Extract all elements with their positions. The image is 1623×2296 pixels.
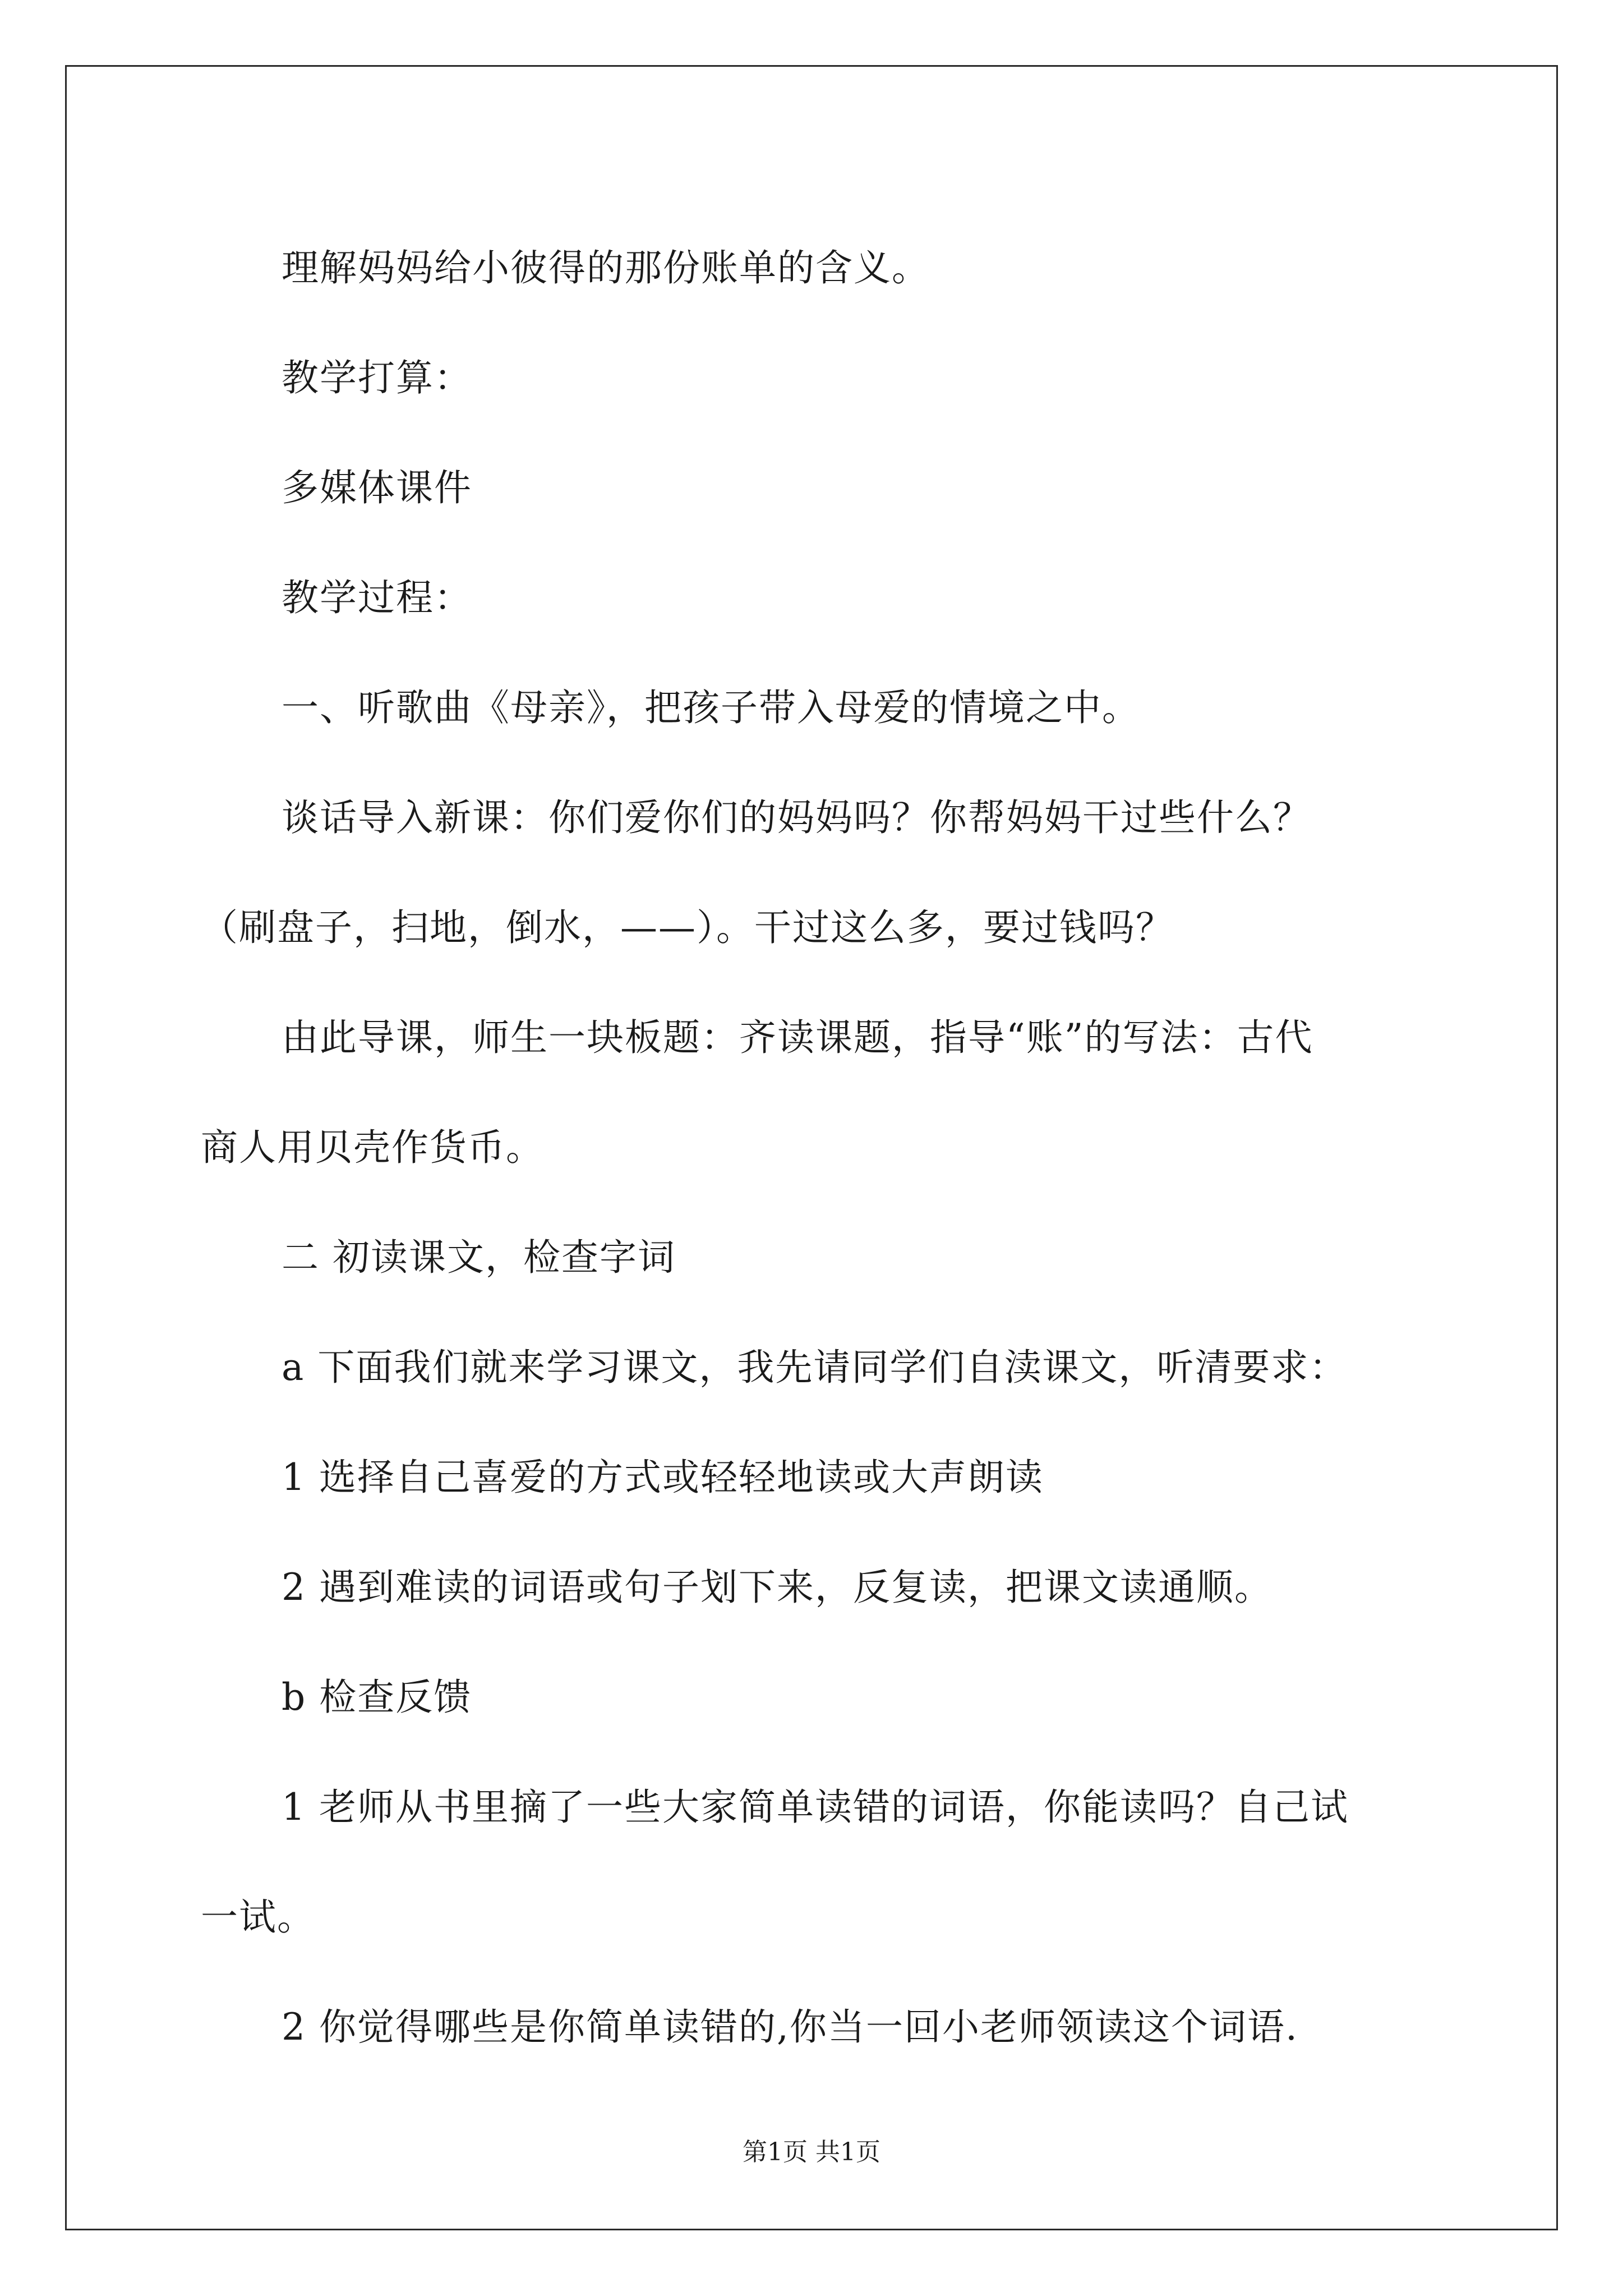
paragraph-9: a 下面我们就来学习课文，我先请同学们自渎课文，听清要求： [282,1346,1348,1389]
paragraph-6-continued: （刷盘子，扫地，倒水，——）。干过这么多，要过钱吗？ [201,906,1174,949]
paragraph-6: 谈话导入新课：你们爱你们的妈妈吗？你帮妈妈干过些什么？ [282,796,1311,839]
paragraph-13-continued: 一试。 [201,1895,315,1939]
paragraph-14: 2 你觉得哪些是你简单读错的,你当一回小老师领读这个词语. [282,2005,1298,2049]
document-body [201,213,1457,2082]
paragraph-8: 二 初读课文，检查字词 [282,1236,676,1279]
paragraph-2: 教学打算： [282,356,472,399]
paragraph-4: 教学过程： [282,576,472,619]
paragraph-3: 多媒体课件 [282,466,472,509]
paragraph-11: 2 遇到难读的词语或句子划下来，反复读，把课文读通顺。 [282,1566,1272,1609]
paragraph-12: b 检查反馈 [282,1676,472,1719]
page-number-footer: 第1页 共1页 [743,2138,880,2166]
paragraph-10: 1 选择自己喜爱的方式或轻轻地读或大声朗读 [282,1456,1044,1499]
paragraph-7-continued: 商人用贝壳作货币。 [201,1126,544,1169]
paragraph-5: 一、听歌曲《母亲》，把孩子带入母爱的情境之中。 [282,686,1140,729]
paragraph-1: 理解妈妈给小彼得的那份账单的含义。 [282,246,930,289]
paragraph-13: 1 老师从书里摘了一些大家简单读错的词语，你能读吗？自己试 [282,1786,1349,1829]
paragraph-7: 由此导课，师生一块板题：齐读课题，指导“账”的写法：古代 [282,1016,1313,1059]
